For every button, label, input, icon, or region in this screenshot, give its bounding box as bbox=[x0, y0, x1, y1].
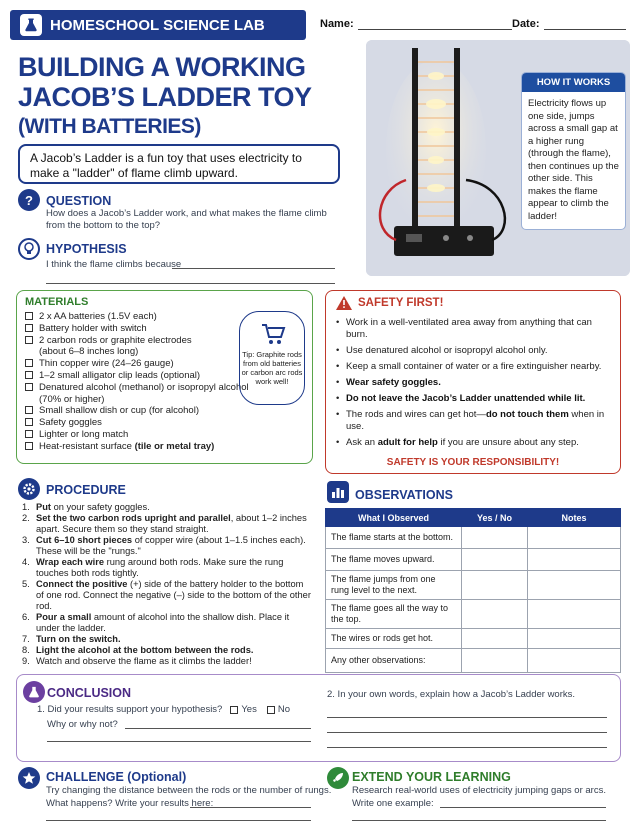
material-item: Small shallow dish or cup (for alcohol) bbox=[25, 405, 255, 417]
table-row bbox=[326, 527, 621, 549]
material-item: Safety goggles bbox=[25, 417, 255, 429]
safety-bold: Do not leave the Jacob’s Ladder unattended while lit. bbox=[346, 393, 586, 404]
safety-footer: SAFETY IS YOUR RESPONSIBILITY! bbox=[386, 457, 560, 468]
yes-no-cell[interactable] bbox=[462, 629, 528, 649]
checkbox[interactable] bbox=[25, 324, 33, 332]
bullet: • bbox=[336, 345, 340, 356]
challenge-line1: Try changing the distance between the rods or the number of rungs. bbox=[46, 785, 332, 796]
question-text: How does a Jacob’s Ladder work, and what makes the flame climb from the bottom to the top? bbox=[46, 208, 327, 231]
step-text: on your safety goggles. bbox=[50, 502, 150, 512]
checkbox[interactable] bbox=[25, 430, 33, 438]
table-row bbox=[326, 649, 621, 673]
materials-heading: MATERIALS bbox=[25, 296, 89, 308]
cart-icon bbox=[260, 322, 286, 346]
step-text: rung around both rods. Make sure the rung touches both rods tightly. bbox=[36, 557, 284, 578]
gear-icon bbox=[18, 478, 40, 500]
conclusion-box bbox=[16, 674, 621, 762]
challenge-heading: CHALLENGE (Optional) bbox=[46, 770, 187, 784]
step-bold: Set the two carbon rods upright and parallel bbox=[36, 513, 231, 523]
observation-text: The wires or rods get hot. bbox=[326, 629, 462, 649]
conclusion-heading: CONCLUSION bbox=[47, 686, 132, 700]
procedure-step bbox=[22, 656, 312, 667]
hypothesis-text: I think the flame climbs because bbox=[46, 259, 182, 270]
step-number: 3. bbox=[22, 535, 30, 545]
tip-text: Tip: Graphite rods from old batteries or carbon arc rods work well! bbox=[241, 350, 303, 386]
checkbox[interactable] bbox=[25, 418, 33, 426]
table-row bbox=[326, 629, 621, 649]
title-line-2: JACOB’S LADDER TOY bbox=[18, 82, 312, 112]
safety-item bbox=[336, 393, 616, 405]
tip-badge bbox=[239, 311, 305, 405]
step-bold: Connect the positive bbox=[36, 579, 128, 589]
name-label: Name: bbox=[320, 18, 354, 30]
material-item: 2 x AA batteries (1.5V each) bbox=[25, 311, 255, 323]
bullet: • bbox=[336, 377, 340, 388]
observation-text: The flame goes all the way to the top. bbox=[326, 600, 462, 629]
extend-answer-line[interactable] bbox=[440, 807, 606, 808]
date-line[interactable] bbox=[544, 18, 626, 30]
material-item: Thin copper wire (24–26 gauge) bbox=[25, 358, 255, 370]
bullet: • bbox=[336, 361, 340, 372]
step-bold: Light the alcohol at the bottom between the rods. bbox=[36, 645, 254, 655]
safety-text-post: when in use. bbox=[346, 409, 605, 432]
material-item bbox=[25, 441, 255, 453]
yes-no-cell[interactable] bbox=[462, 549, 528, 571]
lightbulb-icon bbox=[18, 238, 40, 260]
conclusion-why: Why or why not? bbox=[47, 719, 118, 730]
procedure-step bbox=[22, 579, 312, 612]
warning-icon bbox=[336, 296, 352, 310]
bullet: • bbox=[336, 437, 340, 448]
step-bold: Turn on the switch. bbox=[36, 634, 121, 644]
procedure-step bbox=[22, 513, 312, 535]
step-number: 8. bbox=[22, 645, 30, 655]
why-answer-line[interactable] bbox=[125, 728, 311, 729]
hypothesis-heading: HYPOTHESIS bbox=[46, 242, 127, 256]
explain-line-2[interactable] bbox=[327, 732, 607, 733]
step-bold: Put bbox=[36, 502, 51, 512]
procedure-step bbox=[22, 612, 312, 634]
flask-icon bbox=[20, 14, 42, 36]
safety-item bbox=[336, 437, 616, 449]
notes-cell[interactable] bbox=[528, 571, 621, 600]
explain-line-1[interactable] bbox=[327, 717, 607, 718]
yes-checkbox[interactable] bbox=[230, 706, 238, 714]
step-number: 7. bbox=[22, 634, 30, 644]
col-header: Notes bbox=[528, 509, 621, 527]
step-text: of copper wire (about 1–1.5 inches each). These will be the "rungs." bbox=[36, 535, 306, 556]
safety-bold: Wear safety goggles. bbox=[346, 377, 441, 388]
material-last-bold: (tile or metal tray) bbox=[134, 440, 215, 452]
title-line-1: BUILDING A WORKING bbox=[18, 52, 306, 82]
safety-text-post: if you are unsure about any step. bbox=[437, 437, 579, 448]
step-text: Watch and observe the flame as it climbs the ladder! bbox=[36, 656, 252, 666]
observations-table bbox=[325, 508, 621, 673]
why-answer-line-2[interactable] bbox=[47, 741, 311, 742]
hypothesis-answer-line-2[interactable] bbox=[46, 283, 335, 284]
yes-no-cell[interactable] bbox=[462, 571, 528, 600]
checkbox[interactable] bbox=[25, 312, 33, 320]
extend-answer-line-2[interactable] bbox=[352, 820, 606, 821]
challenge-line2: What happens? Write your results here: bbox=[46, 798, 214, 809]
extend-line1: Research real-world uses of electricity jumping gaps or arcs. bbox=[352, 785, 606, 796]
materials-box bbox=[16, 290, 313, 464]
safety-item bbox=[336, 317, 616, 341]
safety-list bbox=[336, 317, 616, 453]
col-header: Yes / No bbox=[462, 509, 528, 527]
observations-heading: OBSERVATIONS bbox=[355, 488, 453, 502]
procedure-list bbox=[22, 502, 312, 667]
intro-box: A Jacob’s Ladder is a fun toy that uses electricity to make a "ladder" of flame climb upward. bbox=[18, 144, 340, 184]
safety-box bbox=[325, 290, 621, 474]
date-field[interactable] bbox=[512, 18, 626, 30]
step-bold: Wrap each wire bbox=[36, 557, 105, 567]
safety-text: Use denatured alcohol or isopropyl alcohol only. bbox=[346, 345, 548, 356]
procedure-step bbox=[22, 634, 312, 645]
procedure-step bbox=[22, 557, 312, 579]
notes-cell[interactable] bbox=[528, 549, 621, 571]
flask-icon-purple bbox=[23, 681, 45, 703]
safety-text: Work in a well-ventilated area away from anything that can burn. bbox=[346, 317, 592, 340]
material-item: 1–2 small alligator clip leads (optional) bbox=[25, 370, 255, 382]
step-text: (+) side of the battery holder to the bottom of one rod. Connect the negative (–) side to the bottom of the other rod. bbox=[36, 579, 311, 611]
material-item: 2 carbon rods or graphite electrodes (about 6–8 inches long) bbox=[25, 335, 255, 359]
conclusion-q1: 1. Did your results support your hypothesis? Yes No bbox=[37, 704, 290, 715]
checkbox[interactable] bbox=[25, 406, 33, 414]
question-icon: ? bbox=[18, 189, 40, 211]
safety-text: Ask an bbox=[346, 437, 378, 448]
notes-cell[interactable] bbox=[528, 600, 621, 629]
material-item: Battery holder with switch bbox=[25, 323, 255, 335]
observation-text: The flame starts at the bottom. bbox=[326, 527, 462, 549]
step-text: amount of alcohol into the shallow dish. Place it under the ladder. bbox=[36, 612, 290, 633]
safety-item bbox=[336, 361, 616, 373]
observation-text: Any other observations: bbox=[326, 649, 462, 673]
bullet: • bbox=[336, 409, 340, 420]
checkbox[interactable] bbox=[25, 336, 33, 344]
safety-text: Keep a small container of water or a fire extinguisher nearby. bbox=[346, 361, 602, 372]
observation-text: The flame jumps from one rung level to the next. bbox=[326, 571, 462, 600]
step-number: 9. bbox=[22, 656, 30, 666]
no-checkbox[interactable] bbox=[267, 706, 275, 714]
notes-cell[interactable] bbox=[528, 527, 621, 549]
name-field[interactable] bbox=[320, 18, 512, 30]
table-row bbox=[326, 549, 621, 571]
safety-item bbox=[336, 345, 616, 357]
date-label: Date: bbox=[512, 18, 540, 30]
notes-cell[interactable] bbox=[528, 649, 621, 673]
yes-no-cell[interactable] bbox=[462, 527, 528, 549]
procedure-heading: PROCEDURE bbox=[46, 483, 126, 497]
procedure-step bbox=[22, 645, 312, 656]
material-item: Lighter or long match bbox=[25, 429, 255, 441]
yes-no-cell[interactable] bbox=[462, 600, 528, 629]
rocket-icon bbox=[327, 767, 349, 789]
how-it-works-box bbox=[521, 72, 626, 230]
safety-text: The rods and wires can get hot— bbox=[346, 409, 486, 420]
step-bold: Pour a small bbox=[36, 612, 92, 622]
step-text: , about 1–2 inches apart. Secure them so they stand straight. bbox=[36, 513, 307, 534]
explain-line-3[interactable] bbox=[327, 747, 607, 748]
observation-text: The flame moves upward. bbox=[326, 549, 462, 571]
checkbox[interactable] bbox=[25, 442, 33, 450]
bar-chart-icon bbox=[327, 481, 349, 503]
table-row bbox=[326, 600, 621, 629]
step-number: 1. bbox=[22, 502, 30, 512]
safety-heading: SAFETY FIRST! bbox=[336, 296, 443, 310]
step-number: 5. bbox=[22, 579, 30, 589]
table-row bbox=[326, 571, 621, 600]
bullet: • bbox=[336, 317, 340, 328]
conclusion-q2: 2. In your own words, explain how a Jacob’s Ladder works. bbox=[327, 689, 576, 700]
extend-line2: Write one example: bbox=[352, 798, 434, 809]
title-line-3: (WITH BATTERIES) bbox=[18, 115, 201, 138]
extend-heading: EXTEND YOUR LEARNING bbox=[352, 770, 511, 784]
question-heading: QUESTION bbox=[46, 194, 112, 208]
step-bold: Cut 6–10 short pieces bbox=[36, 535, 133, 545]
checkbox[interactable] bbox=[25, 359, 33, 367]
how-it-works-text: Electricity flows up one side, jumps across a small gap at a higher rung (through the flame), then continues up the other side. This makes the flame appear to climb the ladder! bbox=[528, 98, 619, 222]
page-title bbox=[18, 52, 312, 142]
bullet: • bbox=[336, 393, 340, 404]
procedure-step bbox=[22, 535, 312, 557]
material-last-prefix: Heat-resistant surface bbox=[39, 440, 132, 452]
safety-bold: adult for help bbox=[377, 437, 438, 448]
yes-no-cell[interactable] bbox=[462, 649, 528, 673]
step-number: 2. bbox=[22, 513, 30, 523]
materials-list bbox=[25, 311, 255, 453]
challenge-answer-line-2[interactable] bbox=[46, 820, 311, 821]
step-number: 4. bbox=[22, 557, 30, 567]
name-line[interactable] bbox=[358, 18, 512, 30]
how-it-works-heading: HOW IT WORKS bbox=[522, 73, 625, 92]
star-icon bbox=[18, 767, 40, 789]
material-item: Denatured alcohol (methanol) or isopropyl alcohol (70% or higher) bbox=[25, 382, 255, 406]
notes-cell[interactable] bbox=[528, 629, 621, 649]
header-banner bbox=[10, 10, 306, 40]
checkbox[interactable] bbox=[25, 371, 33, 379]
banner-text: HOMESCHOOL SCIENCE LAB bbox=[50, 16, 265, 34]
safety-item bbox=[336, 377, 616, 389]
step-number: 6. bbox=[22, 612, 30, 622]
challenge-answer-line[interactable] bbox=[190, 807, 311, 808]
col-header: What I Observed bbox=[326, 509, 462, 527]
safety-item bbox=[336, 409, 616, 433]
hypothesis-answer-line[interactable] bbox=[172, 268, 335, 269]
safety-bold: do not touch them bbox=[485, 409, 569, 420]
procedure-step bbox=[22, 502, 312, 513]
checkbox[interactable] bbox=[25, 383, 33, 391]
